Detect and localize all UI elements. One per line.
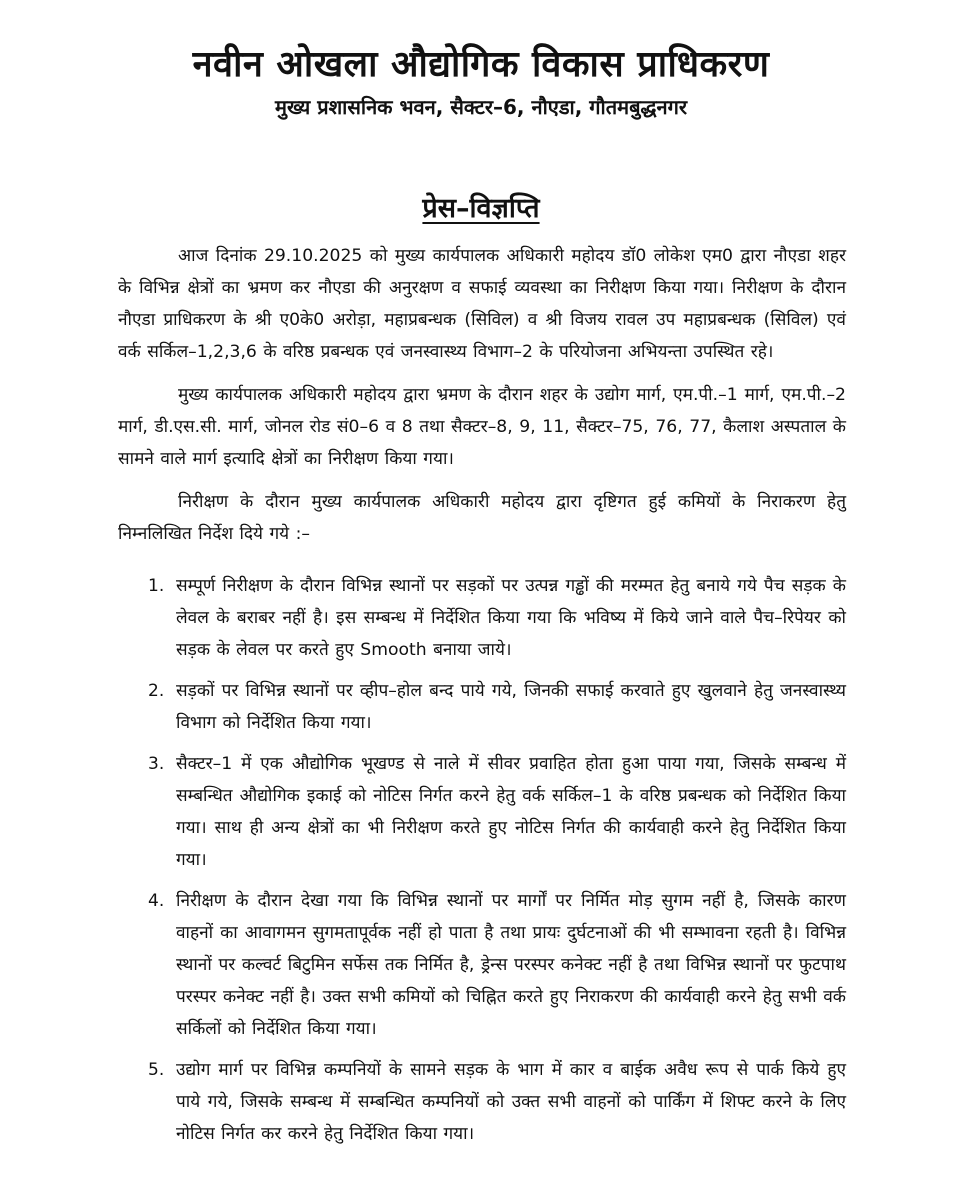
intro-paragraph: आज दिनांक 29.10.2025 को मुख्य कार्यपालक अधिकारी महोदय डॉ0 लोकेश एम0 द्वारा नौएडा शहर के विभिन्न क्षेत्रों का भ्रमण कर नौएडा की अनुरक्षण व सफाई व्यवस्था का निरीक्षण किया गया। निरीक्षण के दौरान नौएडा प्राधिकरण के श्री ए0के0 अरोड़ा, महाप्रबन्धक (सिविल) व श्री विजय रावल उप महाप्रबन्धक (सिविल) एवं वर्क सर्किल–1,2,3,6 के वरिष्ठ प्रबन्धक एवं जनस्वास्थ्य विभाग–2 के परियोजना अभियन्ता उपस्थित रहे। — [118, 246, 846, 362]
instruction-item — [118, 570, 846, 666]
authority-address: मुख्य प्रशासनिक भवन, सैक्टर–6, नौएडा, गौतमबुद्धनगर — [274, 95, 688, 119]
instruction-item — [118, 675, 846, 739]
instructions-list — [118, 570, 846, 1150]
instructions-intro-paragraph: निरीक्षण के दौरान मुख्य कार्यपालक अधिकारी महोदय द्वारा दृष्टिगत हुई कमियों के निराकरण हेतु निम्नलिखित निर्देश दिये गये :– — [118, 492, 846, 544]
instruction-item — [118, 885, 846, 1045]
instruction-text: सम्पूर्ण निरीक्षण के दौरान विभिन्न स्थानों पर सड़कों पर उत्पन्न गड्ढों की मरम्मत हेतु बनाये गये पैच सड़क के लेवल के बराबर नहीं है। इस सम्बन्ध में निर्देशित किया गया कि भविष्य में किये जाने वाले पैच–रिपेयर को सड़क के लेवल पर करते हुए Smooth बनाया जाये। — [176, 576, 846, 660]
instruction-item — [118, 748, 846, 876]
instruction-text: निरीक्षण के दौरान देखा गया कि विभिन्न स्थानों पर मार्गों पर निर्मित मोड़ सुगम नहीं है, जिसके कारण वाहनों का आवागमन सुगमतापूर्वक नहीं हो पाता है तथा प्रायः दुर्घटनाओं की भी सम्भावना रहती है। विभिन्न स्थानों पर कल्वर्ट बिटुमिन सर्फेस तक निर्मित है, ड्रेन्स परस्पर कनेक्ट नहीं है तथा विभिन्न स्थानों पर फुटपाथ परस्पर कनेक्ट नहीं है। उक्त सभी कमियों को चिह्नित करते हुए निराकरण की कार्यवाही करने हेतु सभी वर्क सर्किलों को निर्देशित किया गया। — [176, 891, 846, 1039]
instruction-number: 3. — [148, 754, 165, 774]
instruction-number: 4. — [148, 891, 165, 911]
authority-title: नवीन ओखला औद्योगिक विकास प्राधिकरण — [192, 44, 770, 85]
document-heading — [0, 188, 962, 225]
instruction-text: उद्योग मार्ग पर विभिन्न कम्पनियों के सामने सड़क के भाग में कार व बाईक अवैध रूप से पार्क किये हुए पाये गये, जिसके सम्बन्ध में सम्बन्धित कम्पनियों को उक्त सभी वाहनों को पार्किंग में शिफ्ट करने के लिए नोटिस निर्गत कर करने हेतु निर्देशित किया गया। — [176, 1060, 846, 1144]
instruction-item — [118, 1054, 846, 1150]
press-release-heading: प्रेस–विज्ञप्ति — [422, 193, 540, 224]
instruction-number: 5. — [148, 1060, 165, 1080]
document-body — [118, 240, 846, 1159]
instruction-text: सैक्टर–1 में एक औद्योगिक भूखण्ड से नाले में सीवर प्रवाहित होता हुआ पाया गया, जिसके सम्बन्ध में सम्बन्धित औद्योगिक इकाई को नोटिस निर्गत करने हेतु वर्क सर्किल–1 के वरिष्ठ प्रबन्धक को निर्देशित किया गया। साथ ही अन्य क्षेत्रों का भी निरीक्षण करते हुए नोटिस निर्गत की कार्यवाही करने हेतु निर्देशित किया गया। — [176, 754, 846, 870]
inspection-areas-paragraph: मुख्य कार्यपालक अधिकारी महोदय द्वारा भ्रमण के दौरान शहर के उद्योग मार्ग, एम.पी.–1 मार्ग, एम.पी.–2 मार्ग, डी.एस.सी. मार्ग, जोनल रोड सं0–6 व 8 तथा सैक्टर–8, 9, 11, सैक्टर–75, 76, 77, कैलाश अस्पताल के सामने वाले मार्ग इत्यादि क्षेत्रों का निरीक्षण किया गया। — [118, 385, 846, 469]
instruction-text: सड़कों पर विभिन्न स्थानों पर व्हीप–होल बन्द पाये गये, जिनकी सफाई करवाते हुए खुलवाने हेतु जनस्वास्थ्य विभाग को निर्देशित किया गया। — [176, 681, 846, 733]
instruction-number: 2. — [148, 681, 165, 701]
instruction-number: 1. — [148, 576, 165, 596]
